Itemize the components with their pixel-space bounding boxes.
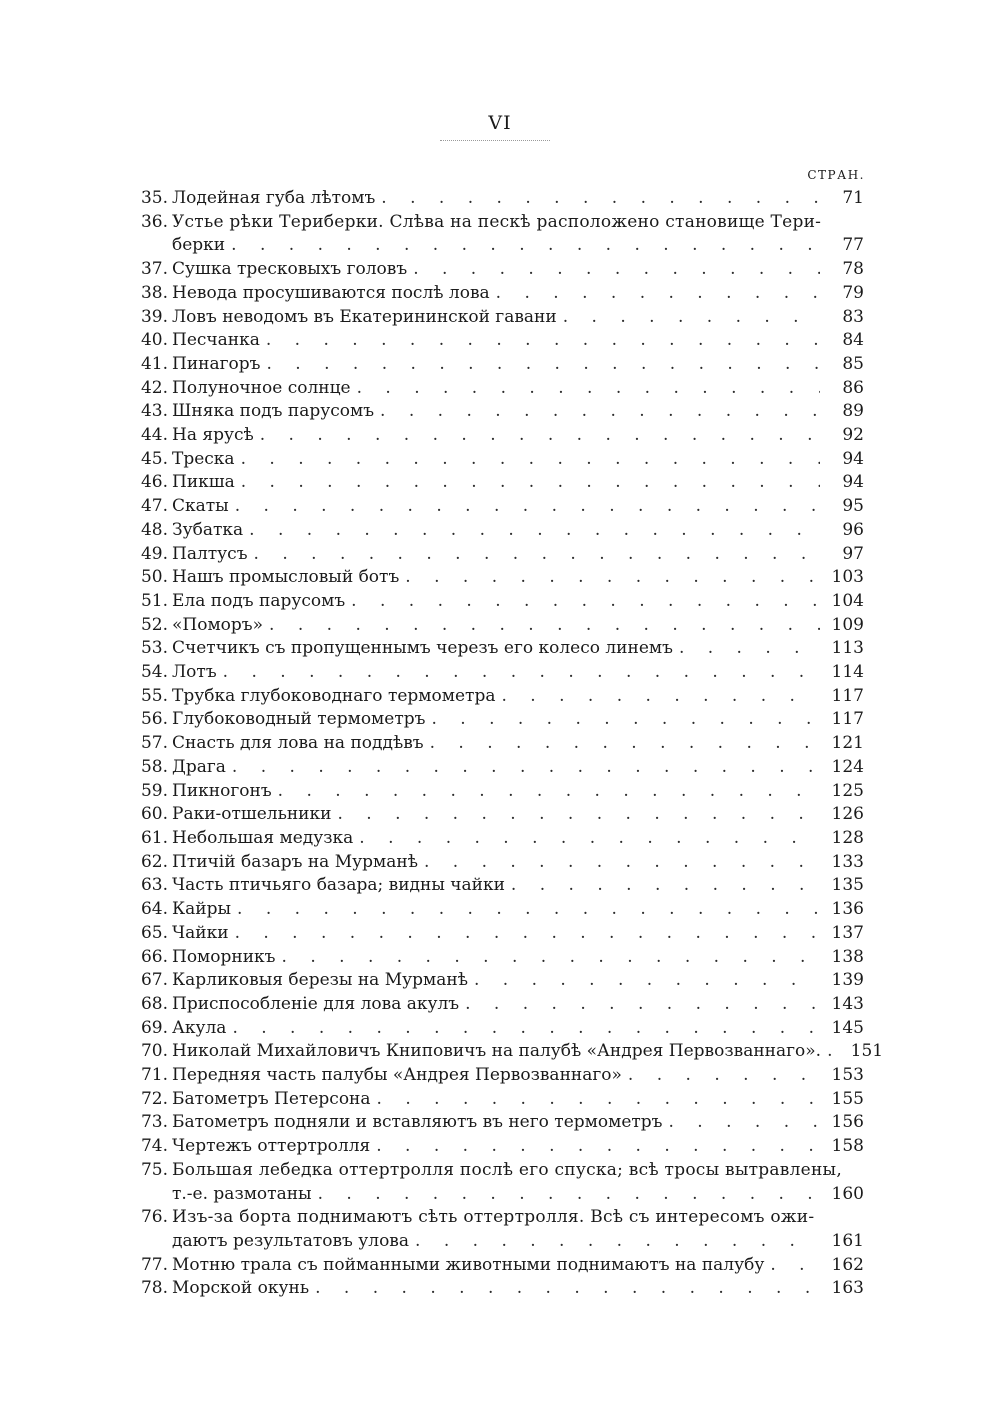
entry-title: Невода просушиваются послѣ лова — [172, 282, 490, 303]
entry-title: Чайки — [172, 922, 229, 943]
entry-title: Шняка подъ парусомъ — [172, 401, 375, 422]
toc-entry — [128, 566, 864, 590]
toc-entry — [128, 306, 864, 330]
dot-leader — [431, 708, 820, 732]
entry-title: Счетчикъ съ пропущеннымъ черезъ его колесо линемъ — [172, 638, 673, 659]
entry-page-number: 113 — [831, 638, 864, 659]
entry-number: 38. — [140, 282, 168, 303]
toc-entry — [128, 495, 864, 519]
entry-title: Полуночное солнце — [172, 377, 351, 398]
entry-title: Батометръ Петерсона — [172, 1088, 371, 1109]
toc-entry — [128, 1135, 864, 1159]
entry-title: Кайры — [172, 899, 232, 920]
entry-page-number: 95 — [842, 496, 864, 517]
dot-leader — [430, 732, 820, 756]
toc-entry — [128, 661, 864, 685]
toc-entry — [128, 471, 864, 495]
entry-number: 48. — [140, 519, 168, 540]
entry-number: 71. — [140, 1065, 168, 1086]
dot-leader — [380, 400, 820, 424]
entry-page-number: 94 — [842, 472, 864, 493]
dot-leader — [563, 306, 820, 330]
dot-leader — [241, 448, 820, 472]
toc-entry — [128, 1040, 884, 1064]
entry-title: Скаты — [172, 496, 229, 517]
dot-leader — [231, 234, 820, 258]
page-number: VI — [488, 112, 512, 134]
entry-title: Треска — [172, 448, 235, 469]
dot-leader — [266, 353, 820, 377]
entry-title-line: Большая лебедка оттертролля послѣ его спуска; всѣ тросы вытравлены, — [172, 1159, 842, 1180]
entry-page-number: 137 — [831, 922, 864, 943]
entry-page-number: 78 — [842, 259, 864, 280]
entry-page-number: 83 — [842, 306, 864, 327]
entry-number: 45. — [140, 448, 168, 469]
dot-leader — [501, 685, 820, 709]
dot-leader — [465, 993, 820, 1017]
dot-leader — [669, 1111, 821, 1135]
entry-page-number: 145 — [831, 1017, 864, 1038]
entry-page-number: 104 — [831, 590, 864, 611]
entry-title-line: Изъ-за борта поднимаютъ сѣть оттертролля. Всѣ съ интересомъ ожи- — [172, 1207, 815, 1228]
entry-page-number: 151 — [850, 1041, 884, 1062]
toc-entry — [128, 708, 864, 732]
toc-entry — [128, 543, 864, 567]
toc-entry — [128, 1064, 864, 1088]
entry-number: 36. — [140, 211, 168, 232]
toc-entry — [128, 827, 864, 851]
dot-leader — [235, 495, 820, 519]
toc-entry — [128, 780, 864, 804]
toc-entry — [128, 851, 864, 875]
entry-page-number: 114 — [831, 662, 864, 683]
toc-entry — [128, 803, 864, 827]
entry-number: 75. — [140, 1159, 168, 1180]
entry-title: Зубатка — [172, 519, 244, 540]
dot-leader — [241, 471, 820, 495]
dot-leader — [232, 1017, 820, 1041]
entry-number: 43. — [140, 401, 168, 422]
toc-entry — [128, 187, 864, 211]
toc-entry — [128, 1111, 864, 1135]
entry-number: 73. — [140, 1112, 168, 1133]
dot-leader — [318, 1183, 820, 1207]
entry-title: «Поморъ» — [172, 614, 264, 635]
entry-page-number: 162 — [831, 1254, 864, 1275]
dot-leader — [337, 803, 820, 827]
toc-entry — [128, 282, 864, 306]
dot-leader — [381, 187, 820, 211]
toc-entry — [128, 898, 864, 922]
entry-title: Лотъ — [172, 662, 217, 683]
entry-title: Небольшая медузка — [172, 827, 354, 848]
entry-number: 50. — [140, 567, 168, 588]
header-rule — [440, 140, 550, 141]
toc-entry — [128, 685, 864, 709]
entry-title: Батометръ подняли и вставляютъ въ него термометръ — [172, 1112, 663, 1133]
dot-leader — [405, 566, 820, 590]
entry-page-number: 84 — [842, 330, 864, 351]
dot-leader — [496, 282, 820, 306]
toc-entry — [128, 353, 864, 377]
toc-entry — [128, 448, 864, 472]
dot-leader — [278, 780, 820, 804]
toc-entry — [128, 969, 864, 993]
entry-page-number: 124 — [831, 756, 864, 777]
toc-entry — [128, 874, 864, 898]
entry-number: 65. — [140, 922, 168, 943]
entry-number: 70. — [140, 1041, 168, 1062]
entry-title: берки — [172, 235, 226, 256]
entry-number: 57. — [140, 733, 168, 754]
toc-entry — [128, 211, 864, 258]
dot-leader — [415, 1230, 820, 1254]
entry-title: т.-е. размотаны — [172, 1183, 312, 1204]
entry-title: Трубка глубоководнаго термометра — [172, 685, 496, 706]
dot-leader — [357, 377, 820, 401]
dot-leader — [413, 258, 820, 282]
entry-title: Карликовыя березы на Мурманѣ — [172, 970, 468, 991]
entry-page-number: 133 — [831, 851, 864, 872]
entry-number: 54. — [140, 662, 168, 683]
toc-entry — [128, 993, 864, 1017]
entry-title-line: Устье рѣки Териберки. Слѣва на пескѣ расположено становище Тери- — [172, 211, 822, 232]
entry-title: даютъ результатовъ улова — [172, 1230, 410, 1251]
entry-page-number: 96 — [842, 519, 864, 540]
toc-entry — [128, 1277, 864, 1301]
dot-leader — [827, 1040, 839, 1064]
entry-number: 68. — [140, 993, 168, 1014]
entry-number: 41. — [140, 353, 168, 374]
dot-leader — [282, 946, 820, 970]
entry-title: Пинагоръ — [172, 353, 261, 374]
entry-page-number: 97 — [842, 543, 864, 564]
entry-title: Акула — [172, 1017, 227, 1038]
entry-page-number: 125 — [831, 780, 864, 801]
entry-page-number: 117 — [831, 685, 864, 706]
dot-leader — [376, 1135, 820, 1159]
entry-page-number: 117 — [831, 709, 864, 730]
entry-page-number: 85 — [842, 353, 864, 374]
entry-title: Палтусъ — [172, 543, 248, 564]
entry-title: Снасть для лова на поддѣвъ — [172, 733, 424, 754]
dot-leader — [315, 1277, 820, 1301]
entry-title: Часть птичьяго базара; видны чайки — [172, 875, 505, 896]
entry-number: 76. — [140, 1207, 168, 1228]
entry-page-number: 86 — [842, 377, 864, 398]
entry-page-number: 79 — [842, 282, 864, 303]
entry-title: Сушка тресковыхъ головъ — [172, 259, 408, 280]
entry-title: Морской окунь — [172, 1278, 310, 1299]
entry-page-number: 126 — [831, 804, 864, 825]
entry-number: 64. — [140, 899, 168, 920]
entry-page-number: 153 — [831, 1065, 864, 1086]
entry-number: 35. — [140, 188, 168, 208]
entry-title: Передняя часть палубы «Андрея Первозваннаго» — [172, 1065, 622, 1086]
entry-number: 51. — [140, 590, 168, 611]
entry-title: Лодейная губа лѣтомъ — [172, 188, 376, 208]
entry-number: 37. — [140, 259, 168, 280]
dot-leader — [232, 756, 820, 780]
page-column-header: СТРАН. — [807, 168, 865, 182]
entry-title: Николай Михайловичъ Книповичъ на палубѣ «Андрея Первозваннаго». — [172, 1041, 822, 1062]
entry-page-number: 89 — [842, 401, 864, 422]
toc-entry — [128, 1017, 864, 1041]
entry-number: 59. — [140, 780, 168, 801]
entry-page-number: 103 — [831, 567, 864, 588]
entry-number: 60. — [140, 804, 168, 825]
entry-page-number: 77 — [842, 235, 864, 256]
dot-leader — [237, 898, 820, 922]
entry-number: 42. — [140, 377, 168, 398]
entry-number: 72. — [140, 1088, 168, 1109]
toc-entry — [128, 946, 864, 970]
entry-page-number: 94 — [842, 448, 864, 469]
toc-entry — [128, 400, 864, 424]
entry-title: Чертежъ оттертролля — [172, 1136, 371, 1157]
dot-leader — [511, 874, 820, 898]
entry-page-number: 128 — [831, 827, 864, 848]
entry-title: Птичій базаръ на Мурманѣ — [172, 851, 418, 872]
entry-page-number: 121 — [831, 733, 864, 754]
dot-leader — [266, 329, 820, 353]
entry-number: 56. — [140, 709, 168, 730]
toc-entry — [128, 258, 864, 282]
entry-number: 53. — [140, 638, 168, 659]
dot-leader — [359, 827, 820, 851]
entry-title: Пикногонъ — [172, 780, 272, 801]
entry-number: 78. — [140, 1278, 168, 1299]
toc-entry — [128, 637, 864, 661]
entry-page-number: 158 — [831, 1136, 864, 1157]
entry-title: Ела подъ парусомъ — [172, 590, 346, 611]
dot-leader — [254, 543, 820, 567]
entry-number: 61. — [140, 827, 168, 848]
dot-leader — [679, 637, 820, 661]
dot-leader — [249, 519, 820, 543]
entry-page-number: 155 — [831, 1088, 864, 1109]
toc-entry — [128, 519, 864, 543]
entry-number: 69. — [140, 1017, 168, 1038]
entry-number: 74. — [140, 1136, 168, 1157]
entry-page-number: 161 — [831, 1230, 864, 1251]
toc-entry — [128, 1088, 864, 1112]
dot-leader — [474, 969, 820, 993]
toc-entry — [128, 424, 864, 448]
toc-entry — [128, 614, 864, 638]
entry-number: 40. — [140, 330, 168, 351]
entry-number: 49. — [140, 543, 168, 564]
entry-page-number: 92 — [842, 425, 864, 446]
entry-page-number: 138 — [831, 946, 864, 967]
toc-entry — [128, 922, 864, 946]
entry-number: 52. — [140, 614, 168, 635]
dot-leader — [223, 661, 820, 685]
entry-title: Глубоководный термометръ — [172, 709, 426, 730]
entry-page-number: 136 — [831, 899, 864, 920]
dot-leader — [351, 590, 820, 614]
toc-entry — [128, 1206, 864, 1253]
entry-number: 66. — [140, 946, 168, 967]
entry-number: 62. — [140, 851, 168, 872]
entry-number: 63. — [140, 875, 168, 896]
entry-number: 39. — [140, 306, 168, 327]
entry-number: 47. — [140, 496, 168, 517]
entry-title: Песчанка — [172, 330, 260, 351]
dot-leader — [628, 1064, 820, 1088]
entry-page-number: 135 — [831, 875, 864, 896]
entry-page-number: 109 — [831, 614, 864, 635]
entry-page-number: 163 — [831, 1278, 864, 1299]
entry-title: Нашъ промысловый ботъ — [172, 567, 400, 588]
entry-title: Драга — [172, 756, 226, 777]
dot-leader — [235, 922, 820, 946]
entry-page-number: 160 — [831, 1183, 864, 1204]
dot-leader — [260, 424, 820, 448]
entry-title: Приспособленіе для лова акулъ — [172, 993, 460, 1014]
dot-leader — [424, 851, 820, 875]
entry-number: 44. — [140, 425, 168, 446]
entry-title: На ярусѣ — [172, 425, 254, 446]
list-of-illustrations — [128, 187, 884, 1301]
entry-title: Мотню трала съ пойманными животными поднимаютъ на палубу — [172, 1254, 765, 1275]
toc-entry — [128, 732, 864, 756]
entry-page-number: 143 — [831, 993, 864, 1014]
entry-title: Ловъ неводомъ въ Екатерининской гавани — [172, 306, 557, 327]
dot-leader — [269, 614, 820, 638]
entry-page-number: 71 — [842, 188, 864, 208]
dot-leader — [770, 1254, 820, 1278]
entry-number: 67. — [140, 970, 168, 991]
entry-number: 77. — [140, 1254, 168, 1275]
entry-number: 46. — [140, 472, 168, 493]
toc-entry — [128, 756, 864, 780]
toc-entry — [128, 590, 864, 614]
dot-leader — [377, 1088, 820, 1112]
entry-title: Пикша — [172, 472, 235, 493]
entry-number: 58. — [140, 756, 168, 777]
entry-page-number: 139 — [831, 970, 864, 991]
toc-entry — [128, 1159, 864, 1206]
entry-page-number: 156 — [831, 1112, 864, 1133]
toc-entry — [128, 329, 864, 353]
entry-title: Раки-отшельники — [172, 804, 332, 825]
entry-number: 55. — [140, 685, 168, 706]
entry-title: Поморникъ — [172, 946, 276, 967]
toc-entry — [128, 1254, 864, 1278]
toc-entry — [128, 377, 864, 401]
